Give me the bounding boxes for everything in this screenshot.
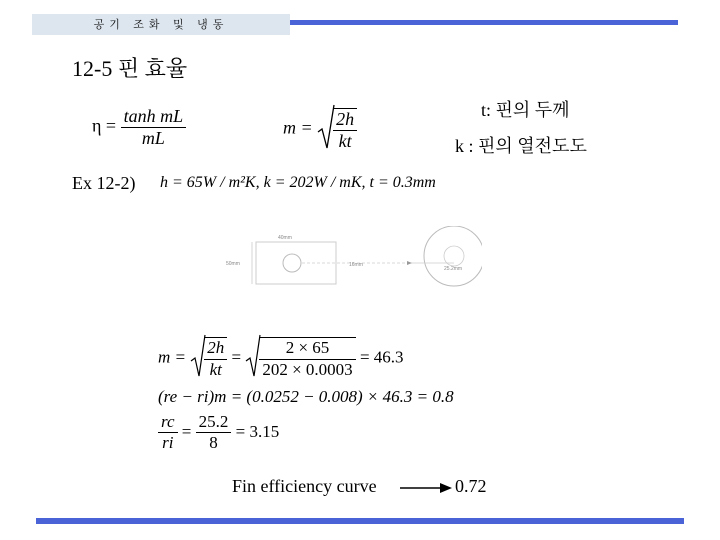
calc-m-den: kt <box>209 359 222 379</box>
calc-ratio-row <box>158 412 454 454</box>
eta-numerator: tanh mL <box>121 106 187 128</box>
eta-formula <box>92 106 186 149</box>
calc-ratio-den: ri <box>162 433 174 453</box>
calc-m-num2: 2 × 65 <box>259 338 355 359</box>
eta-denominator: mL <box>141 128 165 148</box>
calc-ratio-result: = 3.15 <box>235 421 280 441</box>
example-label: Ex 12-2) <box>72 173 136 193</box>
dim-width-label: 40mm <box>278 235 292 241</box>
calc-m-row <box>158 334 454 383</box>
dim-outer-label: 25.2mm <box>444 266 463 272</box>
definition-thickness: t: 핀의 두께 <box>481 100 570 120</box>
m-lhs: m = <box>283 117 313 138</box>
calc-ratio-eq: = <box>181 421 192 441</box>
calc-ratio-num2: 25.2 <box>196 412 232 433</box>
fin-efficiency-value: 0.72 <box>455 476 487 496</box>
definition-conductivity: k : 핀의 열전도도 <box>455 136 587 156</box>
m-denominator: kt <box>338 130 352 151</box>
example-givens: h = 65W / m²K, k = 202W / mK, t = 0.3mm <box>160 174 436 191</box>
dim-height-label: 50mm <box>226 261 240 267</box>
eta-lhs: η = <box>92 115 117 136</box>
eta-fraction <box>121 106 187 149</box>
calc-ratio-frac2 <box>196 412 232 454</box>
header-title: 공기 조화 및 냉동 <box>32 14 290 35</box>
section-title: 12-5 핀 효율 <box>72 56 188 81</box>
fin-geometry-figure <box>222 226 482 288</box>
calculation-block <box>158 334 454 454</box>
calc-m-den2: 202 × 0.0003 <box>262 359 353 379</box>
m-numerator: 2h <box>333 109 357 131</box>
footer-rule <box>36 518 684 524</box>
calc-m-result: = 46.3 <box>359 347 404 367</box>
calc-m-eq: = <box>231 347 242 367</box>
calc-m-lhs: m = <box>158 347 186 367</box>
m-fraction <box>333 108 357 152</box>
arrow-right-icon <box>398 478 454 503</box>
calc-m-num: 2h <box>204 338 227 359</box>
calc-ratio-num: rc <box>158 412 178 433</box>
fin-diagram <box>222 226 482 293</box>
m-formula <box>283 104 357 155</box>
fin-efficiency-curve-label: Fin efficiency curve <box>232 476 377 496</box>
calc-ratio-frac <box>158 412 178 454</box>
calc-m-frac2 <box>259 337 355 380</box>
dim-hole-label: 16mm <box>349 262 363 268</box>
header-rule <box>290 20 678 25</box>
calc-m-frac <box>204 337 227 380</box>
calc-r-row: (re − ri)m = (0.0252 − 0.008) × 46.3 = 0.8 <box>158 387 454 407</box>
calc-ratio-den2: 8 <box>209 433 218 453</box>
